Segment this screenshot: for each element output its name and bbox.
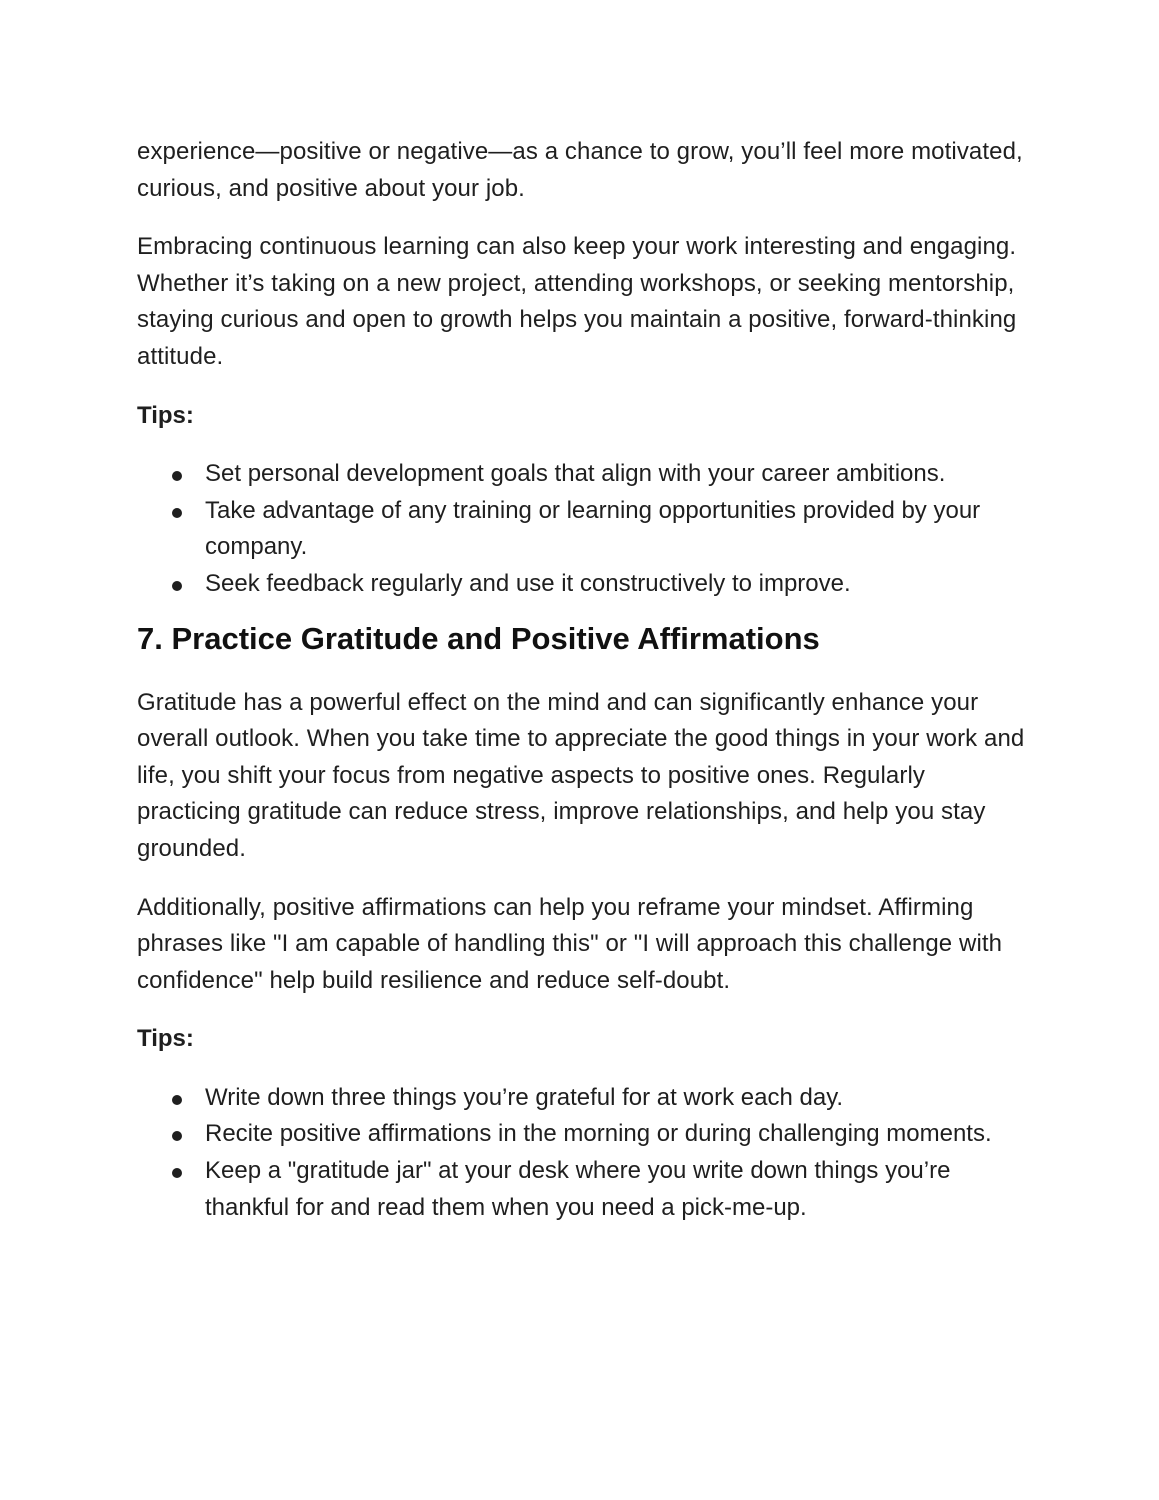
list-item-text: Set personal development goals that align with your career ambitions. [205, 460, 946, 488]
paragraph: Gratitude has a powerful effect on the mind and can significantly enhance your overall outlook. When you take time to appreciate the good things in your work and life, you shift your focus from negative aspects to positive ones. Regularly practicing gratitude can reduce stress, improve relationships, and help you stay grounded. [137, 688, 1025, 862]
section-heading: 7. Practice Gratitude and Positive Affirmations [137, 620, 820, 656]
bullet-icon [172, 1095, 182, 1105]
list-item-text: Seek feedback regularly and use it constructively to improve. [205, 569, 851, 597]
bullet-icon [172, 1131, 182, 1141]
list-item [137, 493, 1027, 566]
tips-list [137, 1080, 1027, 1226]
tips-label: Tips: [137, 1025, 194, 1053]
list-item [137, 1116, 1027, 1153]
list-item [137, 566, 1027, 603]
list-item [137, 1153, 1027, 1226]
bullet-icon [172, 1168, 182, 1178]
list-item [137, 1080, 1027, 1117]
paragraph: Embracing continuous learning can also keep your work interesting and engaging. Whether it’s taking on a new project, attending workshops, or seeking mentorship, staying curious and open to growth helps you maintain a positive, forward-thinking attitude. [137, 233, 1017, 370]
paragraph: Additionally, positive affirmations can help you reframe your mindset. Affirming phrases like "I am capable of handling this" or "I will approach this challenge with confidence" help build resilience and reduce self-doubt. [137, 893, 1003, 994]
list-item [137, 456, 1027, 493]
paragraph: experience—positive or negative—as a chance to grow, you’ll feel more motivated, curious, and positive about your job. [137, 138, 1023, 202]
list-item-text: Write down three things you’re grateful for at work each day. [205, 1083, 844, 1111]
bullet-icon [172, 581, 182, 591]
bullet-icon [172, 471, 182, 481]
tips-label: Tips: [137, 401, 194, 429]
list-item-text: Recite positive affirmations in the morning or during challenging moments. [205, 1120, 992, 1148]
list-item-text: Take advantage of any training or learning opportunities provided by your company. [205, 496, 981, 561]
document-page [137, 134, 1027, 1240]
tips-list [137, 456, 1027, 602]
list-item-text: Keep a "gratitude jar" at your desk where you write down things you’re thankful for and read them when you need a pick-me-up. [205, 1157, 951, 1221]
bullet-icon [172, 508, 182, 518]
